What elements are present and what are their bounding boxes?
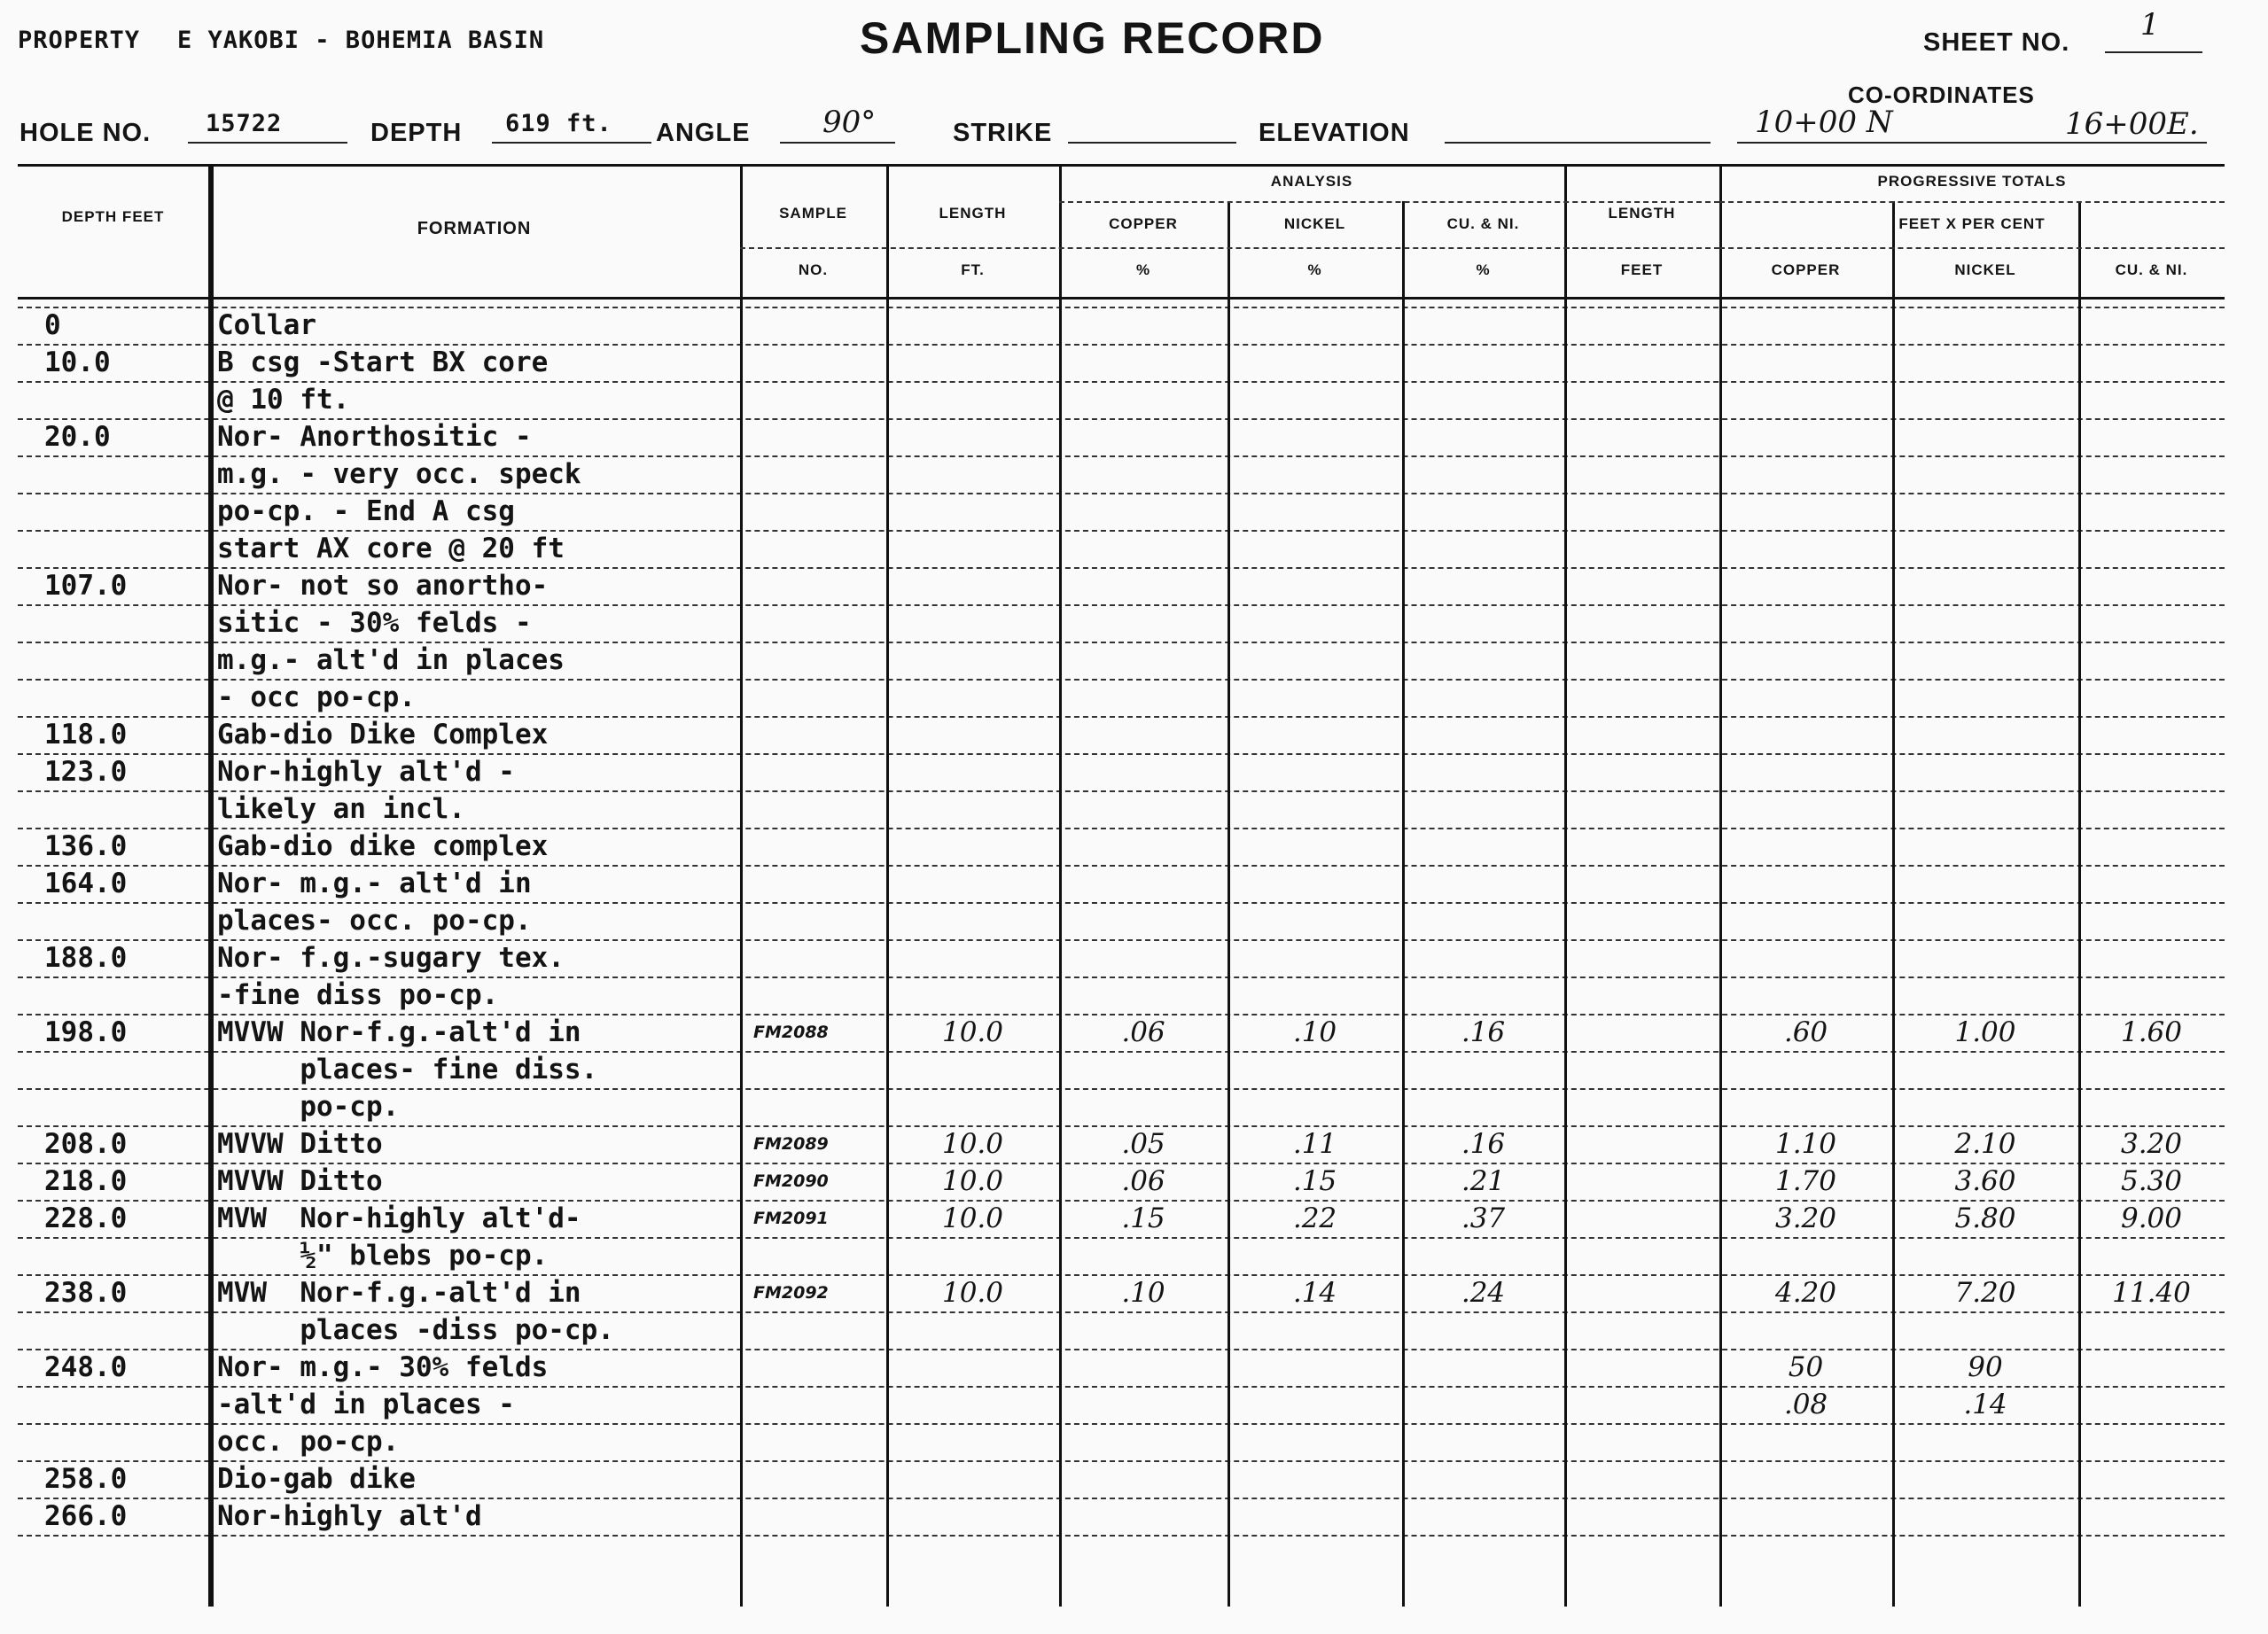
hole-underline bbox=[188, 142, 347, 144]
strike-label: STRIKE bbox=[953, 119, 1053, 147]
coordinates-label: CO-ORDINATES bbox=[1848, 82, 2035, 108]
progressive-copper-cell: 1.70 bbox=[1774, 1165, 1837, 1197]
sampling-table bbox=[18, 164, 2225, 1607]
length-cell: 10.0 bbox=[941, 1165, 1004, 1197]
header-divider bbox=[1719, 201, 2225, 203]
col-divider bbox=[886, 164, 889, 1607]
progressive-cu-ni-cell: 1.60 bbox=[2120, 1016, 2183, 1048]
nickel-pct-cell: .11 bbox=[1292, 1128, 1337, 1160]
formation-cell: likely an incl. bbox=[217, 793, 465, 825]
formation-cell: Nor- m.g.- alt'd in bbox=[217, 868, 532, 899]
col-divider bbox=[2078, 201, 2081, 1607]
col-feet-x-per-cent: FEET X PER CENT bbox=[1898, 215, 2046, 232]
col-nickel: NICKEL bbox=[1283, 215, 1346, 232]
cu-ni-pct-cell: .16 bbox=[1461, 1016, 1506, 1048]
angle-value: 90° bbox=[822, 105, 877, 140]
depth-cell: 107.0 bbox=[44, 570, 128, 602]
formation-cell: Gab-dio Dike Complex bbox=[217, 719, 549, 751]
col-length: LENGTH bbox=[939, 205, 1007, 222]
formation-cell: Nor-highly alt'd - bbox=[217, 756, 515, 788]
col-divider bbox=[740, 164, 743, 1607]
depth-cell: 118.0 bbox=[44, 719, 128, 751]
formation-cell: places -diss po-cp. bbox=[217, 1314, 614, 1346]
coord-north: 10+00 N bbox=[1755, 105, 1893, 140]
depth-cell: 0 bbox=[44, 309, 61, 341]
formation-cell: MVVW Ditto bbox=[217, 1165, 383, 1197]
col-sample: SAMPLE bbox=[779, 205, 847, 222]
progressive-nickel-cell: 1.00 bbox=[1954, 1016, 2016, 1048]
progressive-copper-cell: 1.10 bbox=[1774, 1128, 1837, 1160]
depth-value: 619 ft. bbox=[505, 110, 612, 137]
progressive-cu-ni-cell: 9.00 bbox=[2120, 1202, 2183, 1234]
formation-cell: Nor-highly alt'd bbox=[217, 1500, 482, 1532]
property-value: E YAKOBI - BOHEMIA BASIN bbox=[177, 27, 545, 54]
formation-cell: Gab-dio dike complex bbox=[217, 830, 549, 862]
depth-cell: 198.0 bbox=[44, 1016, 128, 1048]
sheet-label: SHEET NO. bbox=[1923, 28, 2070, 57]
depth-cell: 238.0 bbox=[44, 1277, 128, 1309]
coord-east: 16+00E. bbox=[2065, 106, 2199, 142]
length-cell: 10.0 bbox=[941, 1128, 1004, 1160]
formation-cell: MVVW Ditto bbox=[217, 1128, 383, 1160]
elevation-underline bbox=[1445, 142, 1711, 144]
col-depth-feet: DEPTH FEET bbox=[61, 208, 165, 225]
formation-cell: - occ po-cp. bbox=[217, 681, 416, 713]
formation-cell: Collar bbox=[217, 309, 316, 341]
progressive-nickel-cell: 90 bbox=[1968, 1351, 2003, 1383]
nickel-pct-cell: .14 bbox=[1292, 1277, 1337, 1309]
col-nickel-pct: % bbox=[1307, 261, 1322, 278]
progressive-nickel-cell: .14 bbox=[1963, 1389, 2007, 1420]
sample-no-cell: FM2091 bbox=[753, 1209, 829, 1228]
property-label: PROPERTY bbox=[18, 27, 141, 54]
col-pt-copper: COPPER bbox=[1771, 261, 1841, 278]
formation-cell: @ 10 ft. bbox=[217, 384, 350, 416]
sheet-underline bbox=[2105, 51, 2202, 53]
progressive-copper-cell: 3.20 bbox=[1774, 1202, 1837, 1234]
formation-cell: po-cp. - End A csg bbox=[217, 495, 515, 527]
col-divider bbox=[1059, 164, 1062, 1607]
length-cell: 10.0 bbox=[941, 1277, 1004, 1309]
hole-value: 15722 bbox=[206, 110, 283, 137]
col-copper-pct: % bbox=[1135, 261, 1151, 278]
formation-cell: ½" blebs po-cp. bbox=[217, 1240, 549, 1272]
col-progressive-totals: PROGRESSIVE TOTALS bbox=[1877, 173, 2067, 190]
depth-cell: 218.0 bbox=[44, 1165, 128, 1197]
progressive-nickel-cell: 2.10 bbox=[1954, 1128, 2016, 1160]
nickel-pct-cell: .15 bbox=[1292, 1165, 1337, 1197]
col-pt-nickel: NICKEL bbox=[1954, 261, 2016, 278]
formation-cell: m.g. - very occ. speck bbox=[217, 458, 581, 490]
col-cu-ni-pct: % bbox=[1476, 261, 1491, 278]
formation-cell: sitic - 30% felds - bbox=[217, 607, 532, 639]
formation-cell: m.g.- alt'd in places bbox=[217, 644, 565, 676]
hole-label: HOLE NO. bbox=[19, 119, 152, 147]
cu-ni-pct-cell: .16 bbox=[1461, 1128, 1506, 1160]
depth-label: DEPTH bbox=[370, 119, 463, 147]
strike-underline bbox=[1068, 142, 1236, 144]
nickel-pct-cell: .10 bbox=[1292, 1016, 1337, 1048]
formation-cell: Nor- not so anortho- bbox=[217, 570, 549, 602]
header-divider bbox=[1719, 247, 2225, 249]
formation-cell: occ. po-cp. bbox=[217, 1426, 400, 1458]
col-length-2: LENGTH bbox=[1608, 205, 1676, 222]
col-divider bbox=[208, 164, 214, 1607]
progressive-nickel-cell: 7.20 bbox=[1954, 1277, 2016, 1309]
progressive-nickel-cell: 5.80 bbox=[1954, 1202, 2016, 1234]
progressive-copper-cell: 50 bbox=[1788, 1351, 1824, 1383]
col-copper: COPPER bbox=[1109, 215, 1178, 232]
angle-underline bbox=[780, 142, 895, 144]
depth-cell: 188.0 bbox=[44, 942, 128, 974]
formation-cell: -fine diss po-cp. bbox=[217, 979, 499, 1011]
angle-label: ANGLE bbox=[656, 119, 751, 147]
length-cell: 10.0 bbox=[941, 1202, 1004, 1234]
formation-cell: MVW Nor-highly alt'd- bbox=[217, 1202, 581, 1234]
formation-cell: Nor- Anorthositic - bbox=[217, 421, 532, 453]
progressive-copper-cell: .08 bbox=[1783, 1389, 1828, 1420]
col-analysis: ANALYSIS bbox=[1270, 173, 1353, 190]
formation-cell: start AX core @ 20 ft bbox=[217, 533, 565, 564]
col-divider bbox=[1402, 201, 1405, 1607]
cu-ni-pct-cell: .24 bbox=[1461, 1277, 1506, 1309]
depth-cell: 20.0 bbox=[44, 421, 111, 453]
table-top-border bbox=[18, 164, 2225, 167]
formation-cell: -alt'd in places - bbox=[217, 1389, 515, 1420]
sample-no-cell: FM2092 bbox=[753, 1283, 829, 1303]
progressive-copper-cell: .60 bbox=[1783, 1016, 1828, 1048]
progressive-cu-ni-cell: 5.30 bbox=[2120, 1165, 2183, 1197]
col-length-ft: FT. bbox=[961, 261, 985, 278]
depth-cell: 123.0 bbox=[44, 756, 128, 788]
col-divider bbox=[1564, 164, 1567, 1607]
formation-cell: po-cp. bbox=[217, 1091, 400, 1123]
formation-cell: places- occ. po-cp. bbox=[217, 905, 532, 937]
header-divider bbox=[1059, 201, 1719, 203]
copper-pct-cell: .06 bbox=[1121, 1016, 1165, 1048]
elevation-label: ELEVATION bbox=[1259, 119, 1410, 147]
formation-cell: MVW Nor-f.g.-alt'd in bbox=[217, 1277, 581, 1309]
copper-pct-cell: .15 bbox=[1121, 1202, 1165, 1234]
formation-cell: Nor- m.g.- 30% felds bbox=[217, 1351, 549, 1383]
col-pt-cu-ni: CU. & NI. bbox=[2115, 261, 2188, 278]
sample-no-cell: FM2088 bbox=[753, 1023, 829, 1042]
formation-cell: MVVW Nor-f.g.-alt'd in bbox=[217, 1016, 581, 1048]
col-formation: FORMATION bbox=[417, 219, 532, 238]
nickel-pct-cell: .22 bbox=[1292, 1202, 1337, 1234]
formation-cell: Dio-gab dike bbox=[217, 1463, 416, 1495]
depth-cell: 266.0 bbox=[44, 1500, 128, 1532]
cu-ni-pct-cell: .37 bbox=[1461, 1202, 1506, 1234]
col-feet: FEET bbox=[1620, 261, 1664, 278]
progressive-cu-ni-cell: 3.20 bbox=[2120, 1128, 2183, 1160]
cu-ni-pct-cell: .21 bbox=[1461, 1165, 1506, 1197]
progressive-nickel-cell: 3.60 bbox=[1954, 1165, 2016, 1197]
sheet-value: 1 bbox=[2140, 7, 2160, 43]
depth-cell: 164.0 bbox=[44, 868, 128, 899]
copper-pct-cell: .06 bbox=[1121, 1165, 1165, 1197]
formation-cell: B csg -Start BX core bbox=[217, 346, 549, 378]
depth-cell: 10.0 bbox=[44, 346, 111, 378]
copper-pct-cell: .05 bbox=[1121, 1128, 1165, 1160]
depth-cell: 258.0 bbox=[44, 1463, 128, 1495]
page-title: SAMPLING RECORD bbox=[860, 13, 1325, 63]
progressive-copper-cell: 4.20 bbox=[1774, 1277, 1837, 1309]
coordinates-underline bbox=[1737, 142, 2207, 144]
depth-cell: 228.0 bbox=[44, 1202, 128, 1234]
depth-underline bbox=[492, 142, 651, 144]
sample-no-cell: FM2090 bbox=[753, 1171, 829, 1191]
formation-cell: places- fine diss. bbox=[217, 1054, 598, 1085]
col-cu-ni: CU. & NI. bbox=[1446, 215, 1520, 232]
depth-cell: 248.0 bbox=[44, 1351, 128, 1383]
progressive-cu-ni-cell: 11.40 bbox=[2112, 1277, 2191, 1309]
length-cell: 10.0 bbox=[941, 1016, 1004, 1048]
depth-cell: 208.0 bbox=[44, 1128, 128, 1160]
copper-pct-cell: .10 bbox=[1121, 1277, 1165, 1309]
header-divider bbox=[1564, 247, 1719, 249]
sample-no-cell: FM2089 bbox=[753, 1134, 829, 1154]
depth-cell: 136.0 bbox=[44, 830, 128, 862]
col-divider bbox=[1228, 201, 1230, 1607]
formation-cell: Nor- f.g.-sugary tex. bbox=[217, 942, 565, 974]
col-sample-no: NO. bbox=[798, 261, 829, 278]
